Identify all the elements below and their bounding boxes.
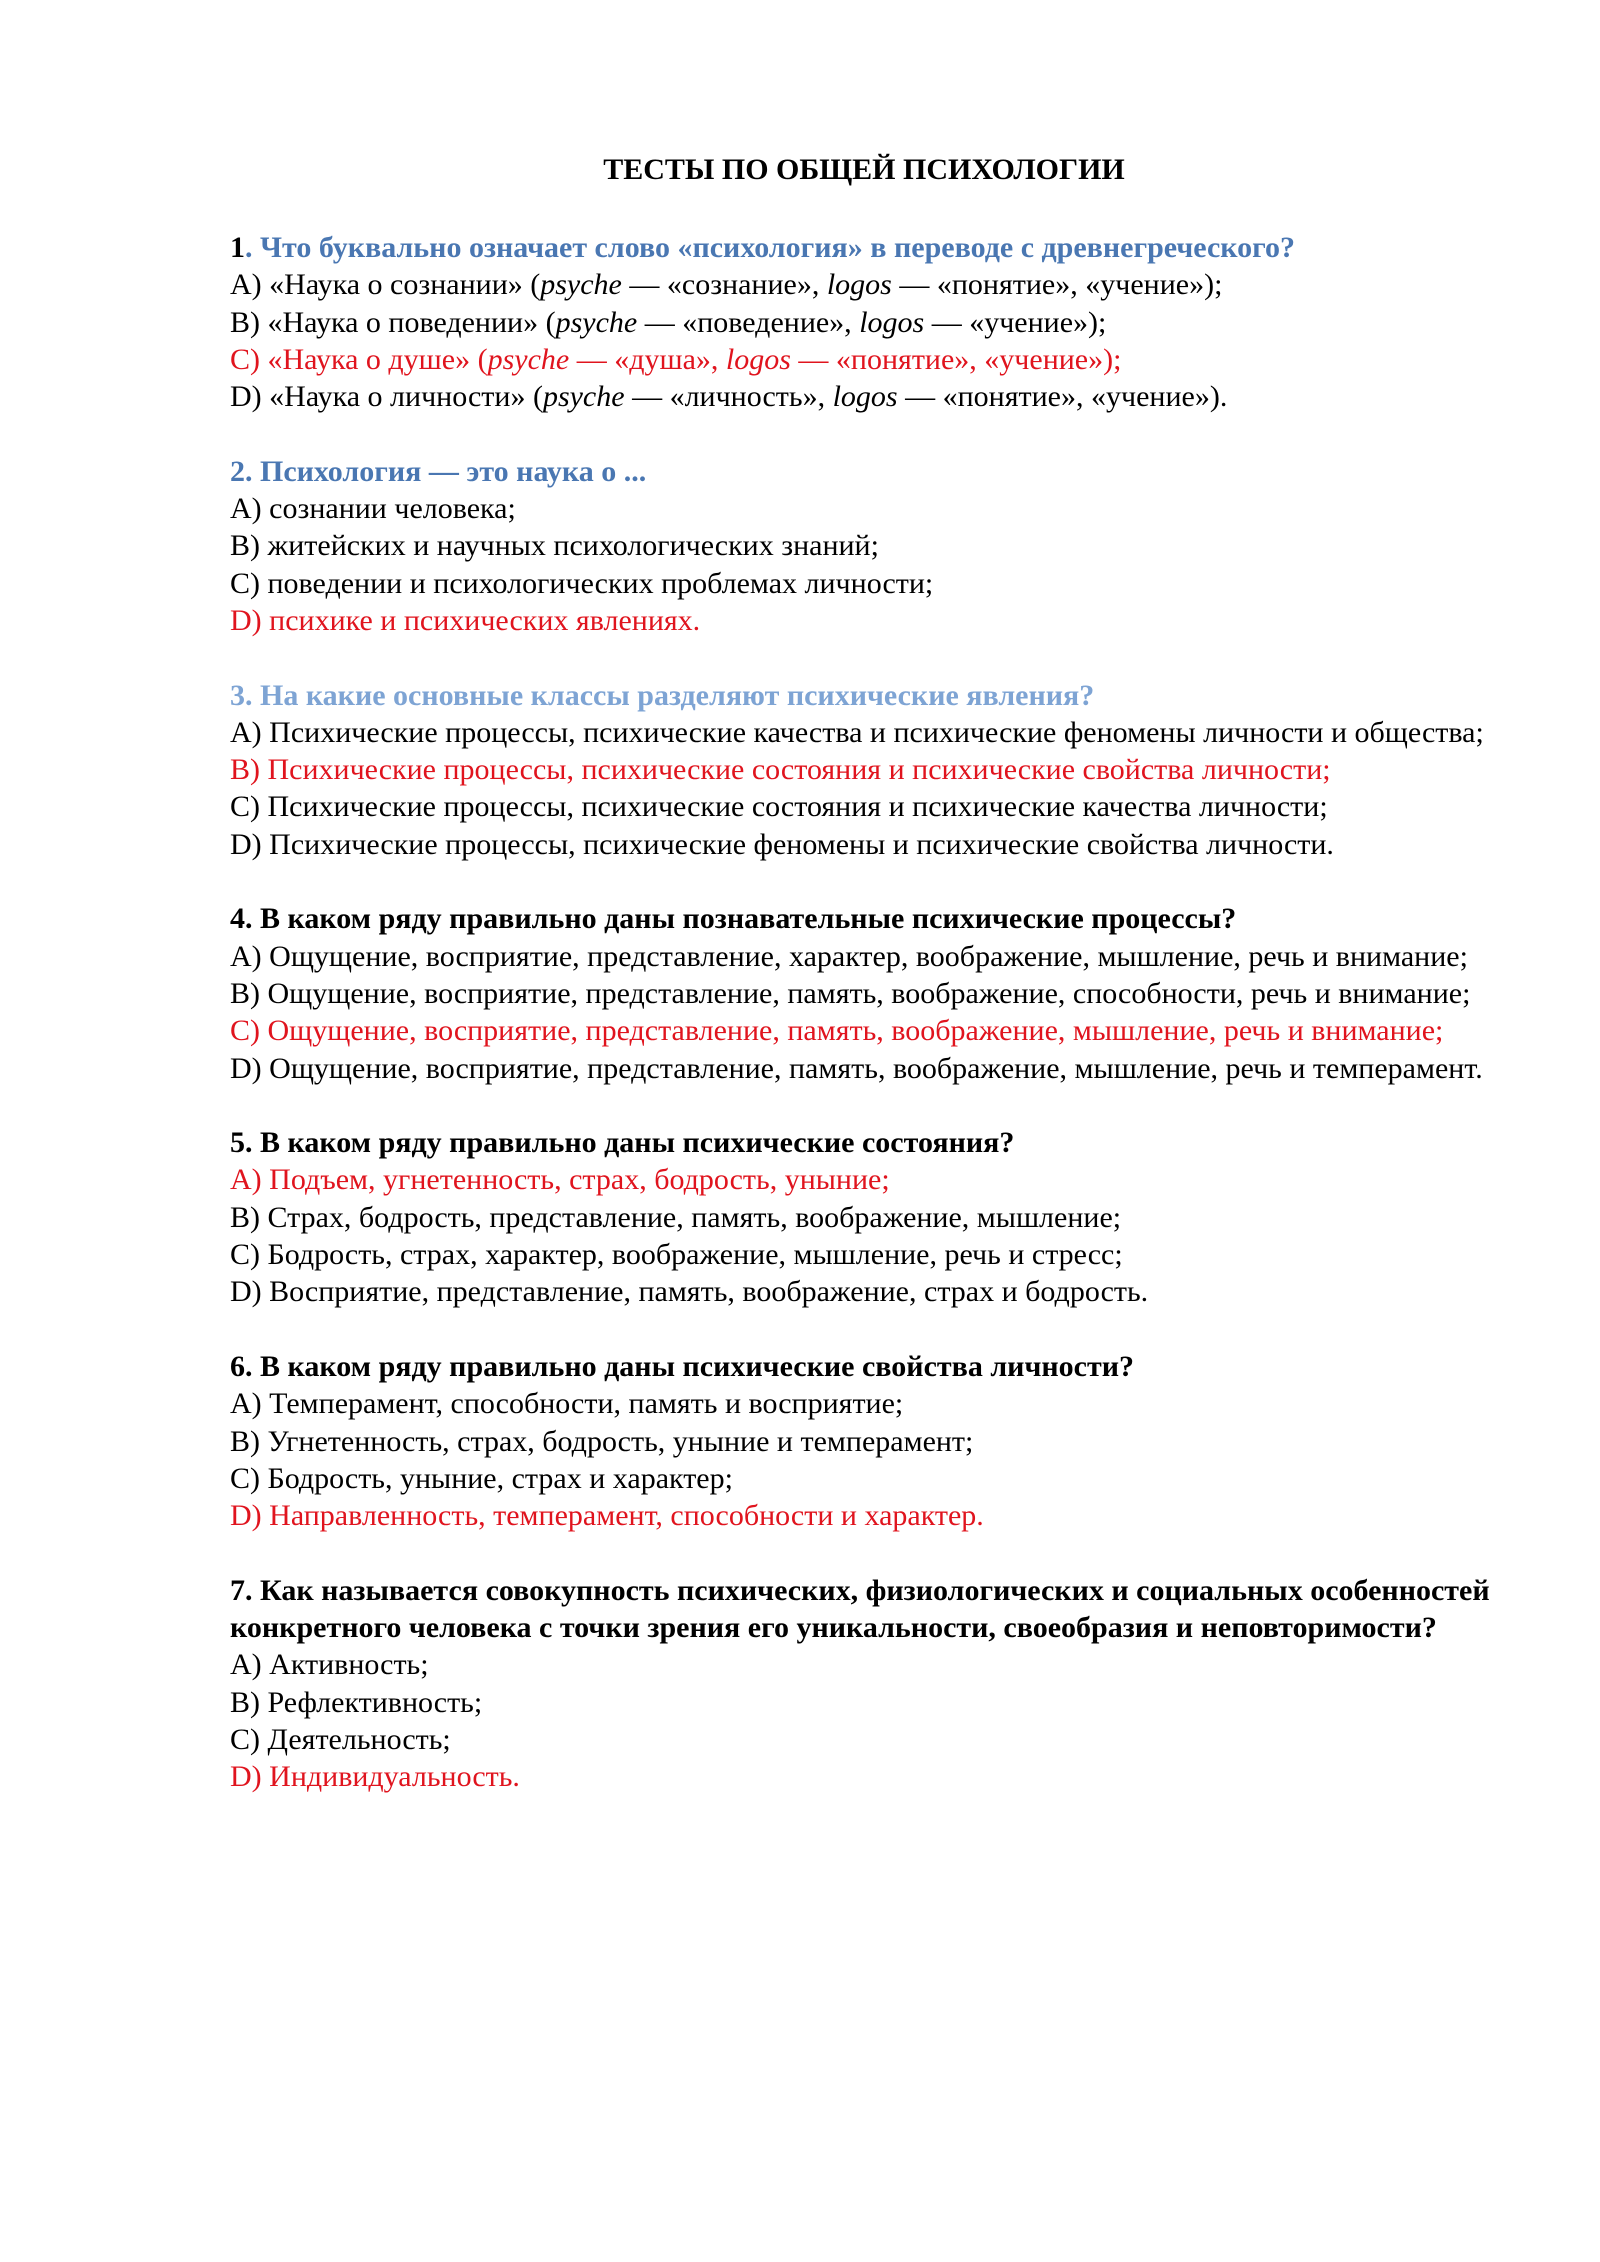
option-term: logos [859, 305, 925, 339]
option-term: psyche [540, 268, 622, 302]
option-text: C) «Наука о душе» ( [230, 342, 488, 376]
question-7 [230, 1572, 1490, 1796]
option-text: — «понятие», «учение»); [891, 268, 1223, 302]
answer-option: A) сознании человека; [230, 492, 516, 526]
option-text: — «личность», [624, 380, 833, 414]
answer-option: C) Бодрость, уныние, страх и характер; [230, 1461, 733, 1495]
answer-option: D) Психические процессы, психические феномены и психические свойства личности. [230, 827, 1334, 861]
question-text [230, 229, 1490, 266]
option-text: — «душа», [569, 342, 726, 376]
answer-option [230, 266, 1490, 303]
option-term: psyche [555, 305, 638, 339]
question-text-body: . Что буквально означает слово «психология» в переводе с древнегреческого? [245, 231, 1296, 264]
option-text: — «понятие», «учение»). [897, 380, 1228, 414]
answer-option: C) Деятельность; [230, 1722, 451, 1756]
question-text: 5. В каком ряду правильно даны психические состояния? [230, 1126, 1015, 1160]
answer-option: C) Бодрость, страх, характер, воображение, мышление, речь и стресс; [230, 1238, 1123, 1272]
answer-option: C) поведении и психологических проблемах личности; [230, 566, 934, 600]
correct-answer-option: B) Психические процессы, психические состояния и психические свойства личности; [230, 753, 1331, 787]
answer-option: C) Психические процессы, психические состояния и психические качества личности; [230, 790, 1328, 824]
correct-answer-option: A) Подъем, угнетенность, страх, бодрость, уныние; [230, 1163, 890, 1197]
answer-option: A) Психические процессы, психические качества и психические феномены личности и общества; [230, 715, 1484, 749]
correct-answer-option: D) Направленность, темперамент, способности и характер. [230, 1499, 984, 1533]
question-text: 3. На какие основные классы разделяют психические явления? [230, 678, 1095, 712]
question-2 [230, 453, 1490, 639]
option-text: — «понятие», «учение»); [790, 342, 1122, 376]
answer-option [230, 304, 1490, 341]
question-5 [230, 1124, 1490, 1310]
option-term: logos [832, 380, 898, 414]
answer-option: B) Ощущение, восприятие, представление, память, воображение, способности, речь и внимание; [230, 976, 1471, 1010]
question-number: 1 [230, 231, 245, 264]
question-text: 7. Как называется совокупность психических, физиологических и социальных особенностей конкретного человека с точки зрения его уникальности, своеобразия и неповторимости? [230, 1573, 1490, 1644]
answer-option: B) Рефлективность; [230, 1685, 483, 1719]
option-text: — «сознание», [621, 268, 827, 302]
option-text: D) «Наука о личности» ( [230, 380, 543, 414]
answer-option: B) Страх, бодрость, представление, память, воображение, мышление; [230, 1200, 1122, 1234]
answer-option: A) Ощущение, восприятие, представление, характер, воображение, мышление, речь и внимание; [230, 939, 1468, 973]
question-text: 6. В каком ряду правильно даны психические свойства личности? [230, 1349, 1134, 1383]
option-text: — «учение»); [924, 305, 1107, 339]
option-term: logos [826, 268, 892, 302]
question-3 [230, 677, 1490, 863]
document-title: ТЕСТЫ ПО ОБЩЕЙ ПСИХОЛОГИИ [603, 153, 1125, 186]
answer-option: D) Ощущение, восприятие, представление, память, воображение, мышление, речь и темперамент. [230, 1051, 1483, 1085]
option-term: logos [725, 342, 791, 376]
option-term: psyche [487, 342, 570, 376]
question-text: 2. Психология — это наука о ... [230, 454, 647, 488]
correct-answer-option: D) психике и психических явлениях. [230, 603, 701, 637]
correct-answer-option [230, 341, 1490, 378]
question-4 [230, 900, 1490, 1086]
answer-option [230, 378, 1490, 415]
answer-option: B) Угнетенность, страх, бодрость, уныние и темперамент; [230, 1424, 974, 1458]
answer-option: A) Темперамент, способности, память и восприятие; [230, 1387, 904, 1421]
option-text: A) «Наука о сознании» ( [230, 268, 541, 302]
option-text: — «поведение», [637, 305, 860, 339]
correct-answer-option: C) Ощущение, восприятие, представление, память, воображение, мышление, речь и внимание; [230, 1014, 1444, 1048]
question-text: 4. В каком ряду правильно даны познавательные психические процессы? [230, 902, 1237, 936]
question-6 [230, 1348, 1490, 1534]
option-term: psyche [542, 380, 625, 414]
option-text: B) «Наука о поведении» ( [230, 305, 556, 339]
answer-option: B) житейских и научных психологических знаний; [230, 529, 879, 563]
answer-option: D) Восприятие, представление, память, воображение, страх и бодрость. [230, 1275, 1149, 1309]
test-content [230, 229, 1490, 1833]
question-1 [230, 229, 1490, 415]
answer-option: A) Активность; [230, 1648, 429, 1682]
correct-answer-option: D) Индивидуальность. [230, 1760, 520, 1794]
